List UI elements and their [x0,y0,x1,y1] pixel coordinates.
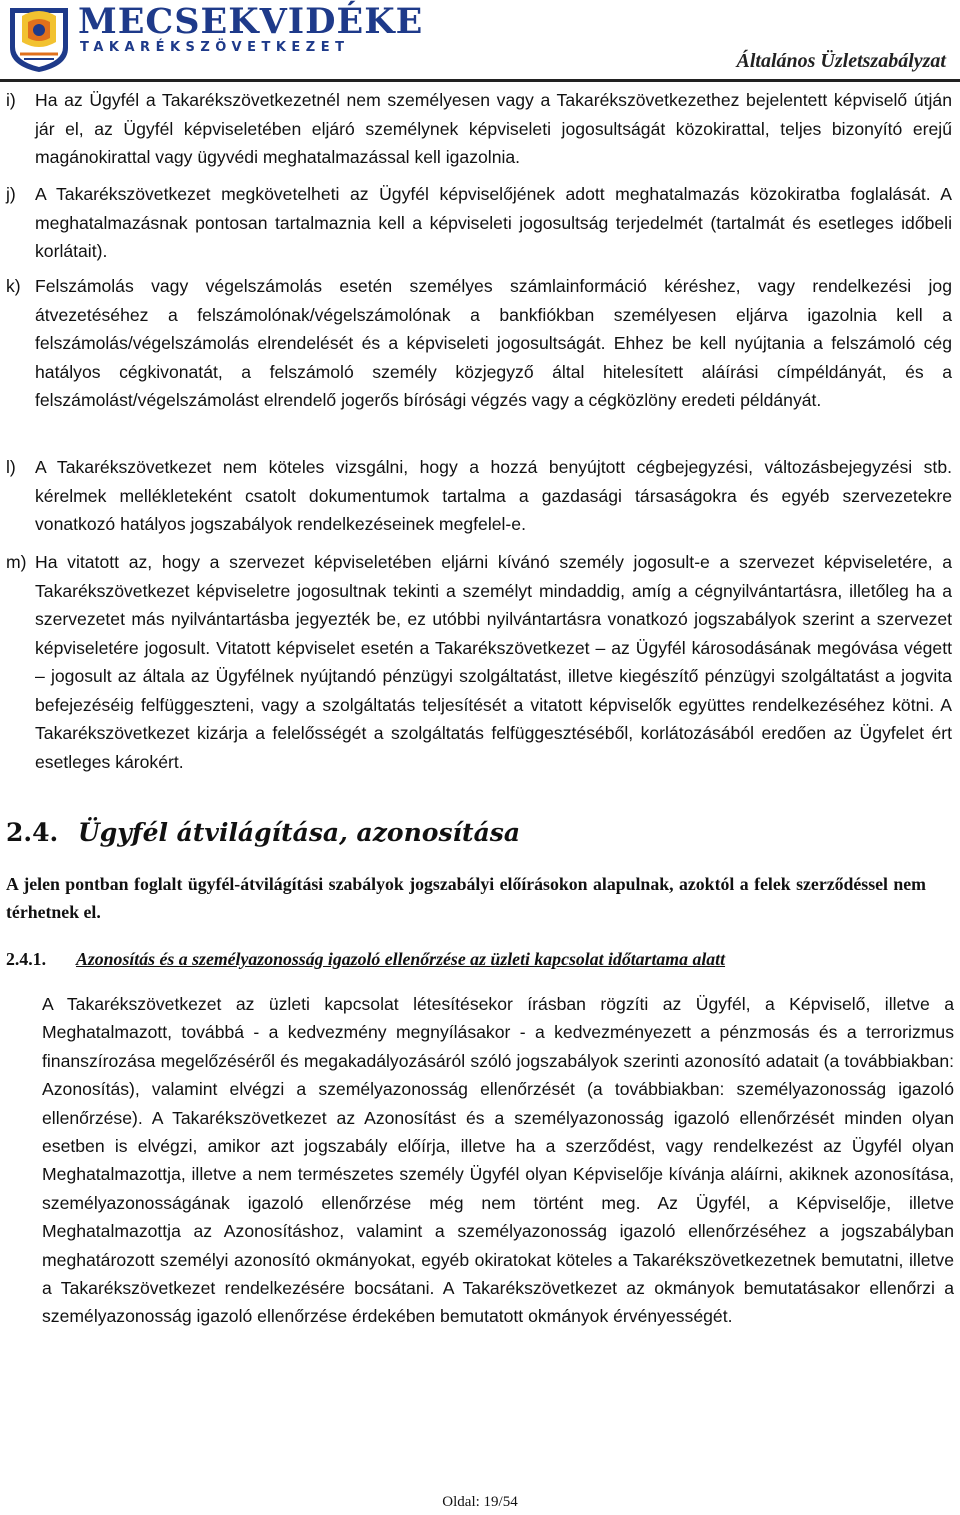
list-item-text: Ha vitatott az, hogy a szervezet képviseletében eljárni kívánó személy jogosult-e a szervezet képviseletére, a Takarékszövetkezet képviseletre jogosultnak tekinti a személyt mindaddig, amíg a cégnyilvántartásra, illetőleg ha a szervezetet más nyilvántartásba jegyezték be, ez utóbbi nyilvántartásra vonatkozó jogszabályok szerint a szervezet képviseletére jogosult. Vitatott képviselet esetén a Takarékszövetkezet – az Ügyfél károsodásának megóvása végett – jogosult az általa az Ügyfélnek nyújtandó pénzügyi szolgáltatást, illetve kiegészítő pénzügyi szolgáltatást a jogvita befejezéséig felfüggeszteni, vagy a szolgáltatás teljesítését a vitatott képviselők együttes rendelkezéséhez kötni. A Takarékszövetkezet kizárja a felelősségét a szolgáltatás felfüggesztéséből, korlátozásából eredően az Ügyfelet ért esetleges károkért. [35,552,952,772]
bank-logo-icon [6,4,72,74]
section-number: 2.4. [6,818,59,847]
brand-subtitle: TAKARÉKSZÖVETKEZET [80,40,350,55]
list-item-i [6,86,952,172]
list-item-label: j) [6,184,16,204]
section-intro: A jelen pontban foglalt ügyfél-átvilágítási szabályok jogszabályi előírásokon alapulnak, azoktól a felek szerződéssel nem térhetnek el. [6,874,926,922]
list-item-label: l) [6,457,16,477]
list-item-label: i) [6,90,16,110]
subsection-title: Azonosítás és a személyazonosság igazoló ellenőrzése az üzleti kapcsolat időtartama alatt [76,949,726,969]
subsection-paragraph: A Takarékszövetkezet az üzleti kapcsolat létesítésekor írásban rögzíti az Ügyfél, a Képviselő, illetve a Meghatalmazott, továbbá - a kedvezmény megnyílásakor - a kedvezményezett a pénzmosás és a terrorizmus finanszírozása megelőzéséről és megakadályozásáról szóló jogszabályok szerinti azonosító adatait (a továbbiakban: Azonosítás), valamint elvégzi a személyazonosság ellenőrzését (a továbbiakban: személyazonosság igazoló ellenőrzése). A Takarékszövetkezet az Azonosítást és a személyazonosság igazoló ellenőrzését minden olyan esetben is elvégzi, amikor azt jogszabály előírja, illetve ha a szerződést, vagy rendelkezést az Ügyfél olyan Meghatalmazottja, illetve a nem természetes személy Ügyfél olyan Képviselője kívánja aláírni, akiknek azonosítása, személyazonosságának igazoló ellenőrzése még nem történt meg. Az Ügyfél, a Képviselője, illetve Meghatalmazottja az Azonosításhoz, valamint a személyazonosság igazoló ellenőrzéséhez a jogszabályban meghatározott személyi azonosító okmányokat, egyéb okiratokat köteles a Takarékszövetkezetnek bemutatni, illetve a Takarékszövetkezet rendelkezésére bocsátani. A Takarékszövetkezet az okmányok bemutatásakor ellenőrzi a személyazonosság igazoló ellenőrzése érdekében bemutatott okmányok érvényességét. [42,994,954,1327]
document-title: Általános Üzletszabályzat [736,50,946,72]
list-item-l [6,453,952,539]
list-item-text: A Takarékszövetkezet nem köteles vizsgálni, hogy a hozzá benyújtott cégbejegyzési, változásbejegyzési stb. kérelmek mellékleteként csatolt dokumentumok tartalma a gazdasági társaságokra és egyéb szervezetekre vonatkozó hatályos jogszabályok rendelkezéseinek megfelel-e. [35,457,952,534]
brand-name: MECSEKVIDÉKE [78,1,424,42]
list-item-text: Felszámolás vagy végelszámolás esetén személyes számlainformáció kéréshez, vagy rendelkezési jog átvezetéséhez a felszámolónak/végelszámolónak a bankfiókban személyesen eljárva igazolnia kell a felszámolás/végelszámolás elrendelését és a képviseleti jogosultságát. Ehhez be kell nyújtania a felszámoló cég hatályos cégkivonatát, a felszámoló személy közjegyző által hitelesített aláírási címpéldányát, és a felszámolást/végelszámolást elrendelő jogerős bírósági végzés vagy a cégközlöny eredeti példányát. [35,276,952,410]
page-number: Oldal: 19/54 [442,1494,518,1510]
header-divider [0,79,960,82]
subsection-number: 2.4.1. [6,949,47,969]
list-item-text: A Takarékszövetkezet megkövetelheti az Ügyfél képviselőjének adott meghatalmazás közokiratba foglalását. A meghatalmazásnak pontosan tartalmaznia kell a képviseleti jogosultság terjedelmét (tartalmát és esetleges időbeli korlátait). [35,184,952,261]
list-item-text: Ha az Ügyfél a Takarékszövetkezetnél nem személyesen vagy a Takarékszövetkezethez bejelentett képviselő útján jár el, az Ügyfél képviseletében eljáró személynek képviseleti jogosultságát közokirattal, teljes bizonyító erejű magánokirattal vagy ügyvédi meghatalmazással kell igazolnia. [35,90,952,167]
list-item-label: m) [6,552,27,572]
page-header [0,0,960,82]
list-item-k [6,272,952,415]
list-item-m [6,548,952,776]
list-item-j [6,180,952,266]
section-title: Ügyfél átvilágítása, azonosítása [78,818,521,847]
list-item-label: k) [6,276,21,296]
